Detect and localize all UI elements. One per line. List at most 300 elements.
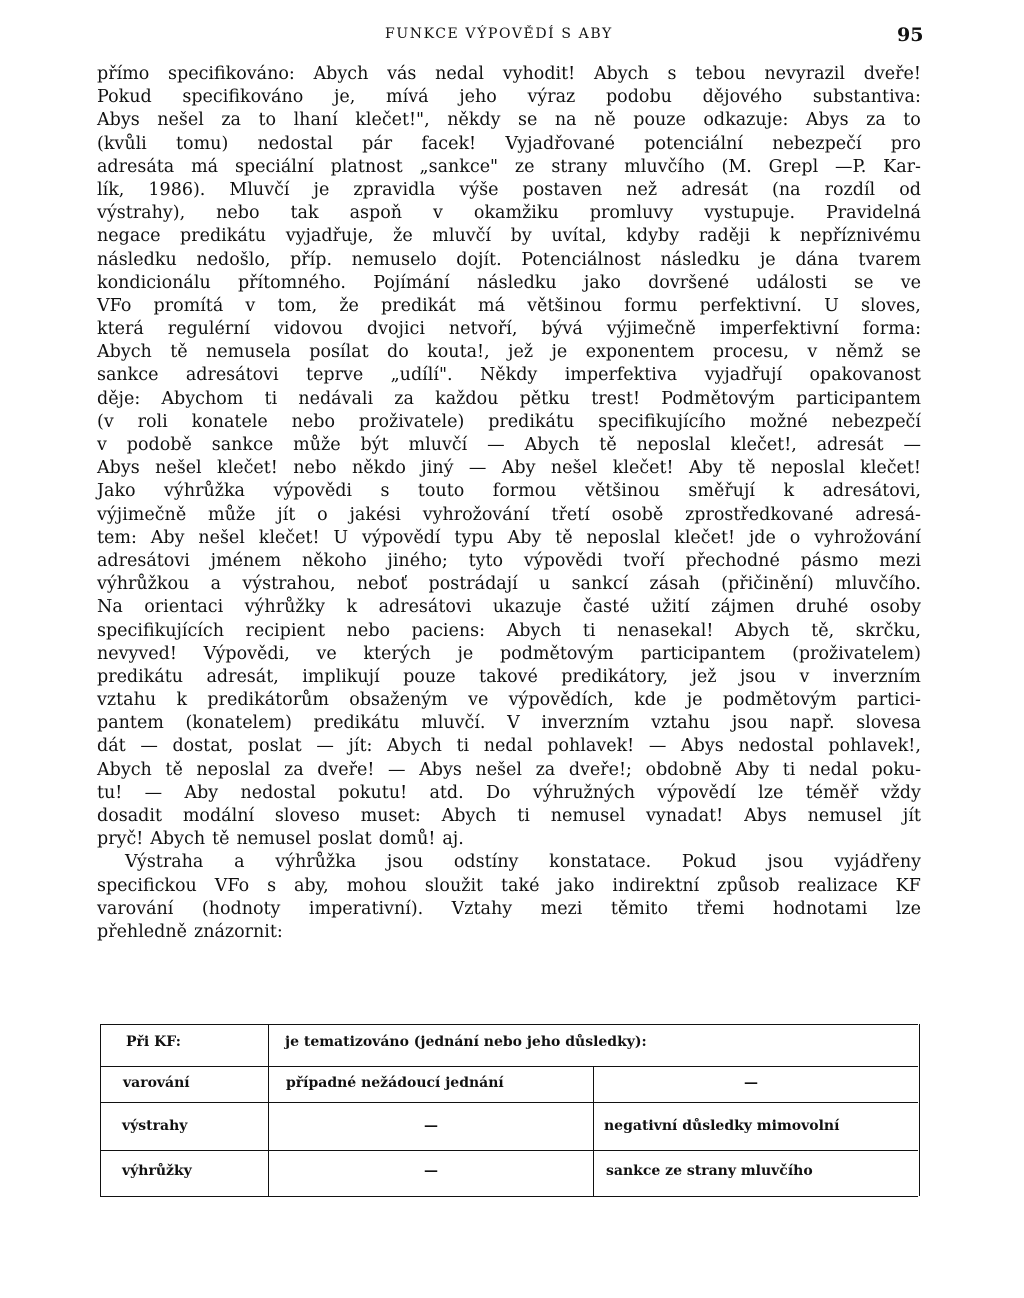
word: partici-: [856, 690, 921, 711]
table-row-label: výstrahy: [122, 1118, 188, 1134]
text-line: [97, 295, 921, 318]
text-line: [97, 411, 921, 434]
word: k: [346, 597, 358, 618]
word: dojít.: [456, 249, 502, 270]
word: do: [387, 342, 409, 363]
word: indirektní: [612, 875, 700, 896]
word: nedošlo,: [196, 249, 271, 270]
word: která: [97, 319, 144, 340]
word: je: [313, 179, 330, 200]
word: okamžiku: [473, 203, 559, 224]
word: být: [360, 435, 389, 455]
word: tvoří: [623, 550, 665, 571]
word: vztahu: [97, 690, 157, 711]
word: inverzním: [832, 666, 921, 687]
word: způsob: [717, 875, 780, 896]
word: nedal: [809, 759, 858, 780]
word: obdobně: [645, 759, 722, 780]
word: tomu): [176, 133, 229, 154]
running-head: FUNKCE VÝPOVĚDÍ S ABY: [385, 26, 613, 42]
word: Abys: [744, 806, 787, 826]
word: raději: [698, 226, 751, 247]
word: —: [144, 782, 163, 803]
word: predikátory,: [561, 666, 669, 687]
word: události: [756, 272, 827, 293]
word: mluvčího: [624, 156, 705, 177]
word: Aby: [735, 759, 770, 780]
word: postaven: [522, 179, 603, 200]
text-line: [97, 364, 921, 387]
word: pryč!: [97, 829, 144, 850]
word: platnost: [330, 156, 403, 177]
word: sloužit: [424, 875, 484, 896]
word: paciens:: [411, 620, 486, 641]
word: (přičinění): [721, 574, 814, 595]
word: tvarem: [858, 249, 921, 270]
text-line: [97, 921, 921, 944]
word: (M.: [721, 156, 752, 177]
word: podmětovým: [722, 690, 837, 711]
word: (kvůli: [97, 133, 147, 154]
word: s: [380, 481, 390, 502]
word: jeho: [459, 87, 497, 108]
word: (proživatelem): [792, 643, 921, 664]
text-line: [97, 735, 921, 758]
word: pásmo: [800, 550, 859, 571]
word: netvoří,: [448, 319, 518, 340]
word: nepříznivému: [799, 226, 921, 247]
text-line: [97, 875, 921, 898]
word: vás: [387, 64, 417, 84]
word: mohou: [346, 875, 407, 896]
word: predikát: [381, 295, 456, 316]
word: Pojímání: [373, 272, 450, 293]
word: nedal: [483, 736, 533, 757]
word: vyhodit!: [502, 64, 576, 84]
table-row-action: případné nežádoucí jednání: [286, 1075, 504, 1091]
text-line: [97, 782, 921, 805]
word: a: [234, 852, 245, 873]
word: následku: [97, 249, 177, 270]
word: o: [317, 504, 328, 525]
word: než: [626, 179, 658, 200]
word: skrčku,: [855, 620, 921, 641]
word: kondicionálu: [97, 272, 211, 293]
word: opakovanost: [809, 365, 921, 386]
word: tom,: [277, 295, 318, 316]
word: za: [221, 110, 241, 131]
word: nemusela: [205, 342, 291, 363]
word: někdo: [351, 458, 406, 479]
text-line: [97, 620, 921, 643]
word: neposlal: [196, 759, 271, 780]
word: nešel: [157, 110, 204, 131]
word: mívá: [386, 87, 429, 108]
word: jiného;: [387, 550, 448, 571]
word: se: [901, 342, 921, 363]
word: Pokud: [681, 852, 737, 873]
word: specifikováno:: [168, 64, 295, 84]
word: vynadat!: [646, 806, 724, 826]
word: nebo: [293, 458, 337, 479]
word: výhružných: [532, 782, 635, 803]
word: klečet!: [860, 458, 921, 479]
text-line: [97, 156, 921, 179]
word: v: [799, 666, 810, 687]
text-line: [97, 712, 921, 735]
word: —: [468, 458, 487, 479]
table-header-kf: Při KF:: [126, 1034, 181, 1050]
table-rule-header: [100, 1066, 918, 1067]
word: přímo: [97, 64, 150, 84]
word: většinou: [585, 481, 660, 502]
word: nebo: [216, 203, 260, 224]
body-text: [97, 63, 921, 944]
word: vyjádřeny: [834, 852, 921, 873]
text-line: [97, 86, 921, 109]
word: v: [807, 342, 818, 363]
word: bývá: [541, 319, 583, 340]
word: mluvčího.: [835, 574, 921, 595]
word: Vztahy: [451, 898, 513, 919]
word: negace: [97, 226, 161, 247]
word: tě: [555, 527, 573, 548]
word: v: [433, 203, 443, 224]
text-line: [97, 179, 921, 202]
word: a: [210, 574, 222, 595]
word: neboť: [356, 574, 408, 595]
word: např.: [789, 713, 835, 734]
word: (hodnoty: [201, 898, 281, 919]
word: lze: [758, 782, 784, 803]
word: promítá: [153, 295, 224, 316]
word: Abychom: [161, 388, 244, 409]
word: nedávali: [298, 388, 374, 409]
word: dvojici: [366, 319, 425, 340]
word: podobě: [126, 435, 192, 455]
word: KF: [895, 875, 921, 896]
word: Abys: [805, 110, 849, 131]
table-divider-2: [593, 1066, 594, 1196]
word: poku-: [871, 759, 921, 780]
word: jsou: [731, 713, 769, 734]
word: nenasekal!: [617, 620, 714, 641]
word: vystupuje.: [704, 203, 796, 224]
word: vidovou: [274, 319, 343, 340]
word: jsou: [767, 852, 804, 873]
table-rule-row1: [100, 1102, 918, 1103]
word: —: [648, 736, 667, 757]
word: přechodné: [685, 550, 780, 571]
word: orientaci: [144, 597, 224, 618]
word: ně: [594, 110, 616, 131]
word: možné: [749, 411, 808, 432]
word: výjimečně: [606, 319, 696, 340]
word: konstatace.: [549, 852, 652, 873]
word: konatele: [191, 411, 268, 432]
word: Abych: [150, 829, 206, 850]
word: lík,: [97, 179, 125, 200]
word: modální: [182, 806, 255, 826]
word: pětku: [519, 388, 571, 409]
word: ve: [900, 272, 921, 293]
word: výhrůžka: [164, 481, 245, 502]
text-line: [97, 225, 921, 248]
word: ti: [264, 388, 278, 409]
text-line: [97, 666, 921, 689]
word: těmito: [610, 898, 668, 919]
word: někoho: [302, 550, 367, 571]
word: Aby: [184, 782, 219, 803]
word: to: [258, 110, 277, 131]
word: predikátu: [488, 411, 575, 432]
word: uvítal,: [551, 226, 607, 247]
word: následku: [476, 272, 557, 293]
word: predikátorům: [207, 690, 329, 711]
word: se: [854, 272, 874, 293]
word: Abych: [734, 620, 790, 641]
word: dovršené: [648, 272, 730, 293]
word: Abych: [97, 342, 152, 363]
word: Abych: [97, 759, 152, 780]
word: poslat: [317, 829, 372, 850]
word: podmětovým: [499, 643, 614, 664]
word: je,: [333, 87, 356, 108]
word: jež: [508, 342, 534, 363]
word: téměř: [805, 782, 859, 803]
word: VFo: [214, 875, 250, 896]
word: sankcí: [571, 574, 629, 595]
table-header-thematized: je tematizováno (jednání nebo jeho důsledky):: [285, 1034, 647, 1050]
word: také: [501, 875, 540, 896]
word: výstrahy),: [97, 203, 186, 224]
word: nešel: [155, 458, 202, 479]
word: vyjadřuje,: [285, 226, 374, 247]
word: mluvčí: [408, 435, 468, 455]
word: za: [866, 110, 886, 131]
word: specifickou: [97, 875, 197, 896]
word: Abych: [441, 806, 497, 826]
word: dveře!: [863, 64, 921, 84]
word: nešel: [198, 527, 245, 548]
word: VFo: [97, 295, 132, 316]
word: jménem: [210, 550, 282, 571]
word: jako: [557, 875, 595, 896]
word: zpravidla: [353, 179, 436, 200]
word: pokutu!: [338, 782, 408, 803]
text-line: [97, 643, 921, 666]
word: adresátovi: [97, 550, 190, 571]
word: klečet!",: [355, 110, 430, 131]
word: Aby: [501, 458, 536, 479]
text-line: [97, 689, 921, 712]
word: Potenciálnost: [521, 249, 641, 270]
text-line: [97, 133, 921, 156]
word: Aby: [150, 527, 185, 548]
word: perfektivní.: [699, 295, 802, 316]
word: varování: [97, 898, 174, 919]
word: dostat,: [172, 736, 234, 757]
word: strany: [551, 156, 608, 177]
word: Abych: [524, 435, 580, 455]
word: jsou: [739, 666, 777, 687]
word: každou: [435, 388, 499, 409]
word: Vyjadřované: [505, 133, 616, 154]
table-row-consequence: negativní důsledky mimovolní: [604, 1118, 840, 1134]
word: nebo: [291, 411, 336, 432]
word: adresátovi,: [822, 481, 921, 502]
word: ze: [514, 156, 535, 177]
word: dát: [97, 736, 126, 757]
table-rule-top: [100, 1024, 918, 1025]
word: dána: [795, 249, 839, 270]
word: jež: [691, 666, 717, 687]
text-line: [97, 388, 921, 411]
word: příp.: [290, 249, 333, 270]
word: imperfektiva: [564, 365, 678, 386]
word: výše: [459, 179, 499, 200]
word: Mluvčí: [229, 179, 290, 200]
word: ti: [782, 759, 796, 780]
word: Výstraha: [125, 852, 204, 873]
word: Do: [485, 782, 511, 803]
word: muset:: [360, 806, 421, 826]
word: touto: [417, 481, 465, 502]
word: pantem: [97, 713, 164, 734]
word: imperfektivní: [719, 319, 839, 340]
word: ti: [582, 620, 596, 641]
word: nevyrazil: [764, 64, 845, 84]
word: znázornit:: [193, 921, 283, 942]
word: nešel: [550, 458, 598, 479]
word: nevyved!: [97, 643, 177, 664]
word: nemusel: [550, 806, 626, 826]
word: může: [208, 504, 256, 525]
word: „sankce": [419, 156, 499, 177]
word: klečet!: [258, 527, 320, 548]
word: s: [267, 875, 277, 896]
word: tě,: [811, 620, 835, 641]
word: k: [176, 690, 188, 711]
word: Abys: [419, 759, 462, 780]
word: atd.: [429, 782, 464, 803]
word: tě: [599, 435, 617, 455]
word: predikátu: [180, 226, 267, 247]
word: ve: [316, 643, 337, 664]
word: adresát: [816, 435, 884, 455]
word: Abys: [681, 736, 724, 757]
word: mluvčí: [432, 226, 492, 247]
word: vztahu: [651, 713, 711, 734]
word: adresátovi: [378, 597, 472, 618]
word: má: [477, 295, 505, 316]
word: má: [191, 156, 219, 177]
word: U: [824, 295, 839, 316]
word: dějového: [702, 87, 783, 108]
word: Abych: [506, 620, 562, 641]
word: 1986).: [148, 179, 206, 200]
word: výhrůžka: [275, 852, 357, 873]
word: Abych: [593, 64, 649, 84]
word: aby,: [293, 875, 329, 896]
word: od: [899, 179, 921, 200]
word: třemi: [696, 898, 745, 919]
word: lze: [895, 898, 921, 919]
word: klečet!,: [730, 435, 797, 455]
word: pouze: [403, 666, 456, 687]
word: adresátovi: [185, 365, 279, 386]
word: promluvy: [589, 203, 674, 224]
word: adresá-: [855, 504, 921, 525]
word: ti: [517, 806, 530, 826]
word: formu: [624, 295, 678, 316]
word: je: [686, 690, 703, 711]
table-row-label: varování: [123, 1075, 190, 1091]
word: U: [333, 527, 349, 548]
word: neposlal: [586, 527, 661, 548]
word: kterých: [363, 643, 431, 664]
word: že: [339, 295, 359, 316]
word: Pokud: [97, 87, 152, 108]
word: zprostředkované: [685, 504, 834, 525]
word: trest!: [591, 388, 641, 409]
word: neposlal: [770, 458, 845, 479]
word: nebezpečí: [772, 133, 862, 154]
word: Někdy: [479, 365, 538, 386]
word: výpovědí: [657, 782, 736, 803]
table-row-consequence: sankce ze strany mluvčího: [606, 1163, 813, 1179]
word: vyhrožování: [814, 527, 921, 548]
word: v: [245, 295, 256, 316]
word: vyhrožování: [422, 504, 530, 525]
word: Podmětovým: [661, 388, 775, 409]
word: implikují: [302, 666, 380, 687]
word: tě: [170, 342, 188, 363]
word: výhrůžkou: [97, 574, 190, 595]
word: Kar-: [883, 156, 921, 177]
table-row-label: výhrůžky: [122, 1163, 192, 1179]
word: speciální: [234, 156, 314, 177]
word: V: [507, 713, 520, 734]
table-rule-bottom: [100, 1196, 918, 1197]
text-line: [97, 480, 921, 503]
word: zásah: [649, 574, 700, 595]
word: tě: [738, 458, 756, 479]
word: recipient: [245, 620, 326, 641]
word: tem:: [97, 527, 137, 548]
word: —: [140, 736, 158, 757]
word: adresáta: [97, 156, 175, 177]
word: užití: [650, 597, 690, 618]
word: výstrahou,: [242, 574, 336, 595]
word: přehledně: [97, 921, 187, 942]
word: Abys: [97, 458, 140, 479]
word: odstíny: [453, 852, 519, 873]
word: podobu: [605, 87, 672, 108]
word: imperativní).: [308, 898, 424, 919]
word: specifikujících: [97, 620, 224, 641]
word: se: [518, 110, 538, 131]
word: s: [667, 64, 677, 84]
word: u: [539, 574, 551, 595]
word: inverzním: [541, 713, 630, 734]
word: odkazuje:: [703, 110, 789, 131]
word: třetí: [551, 504, 590, 525]
word: exponentem: [585, 342, 695, 363]
text-line: [97, 527, 921, 550]
word: nemuselo: [351, 249, 437, 270]
word: druhé: [795, 597, 849, 618]
